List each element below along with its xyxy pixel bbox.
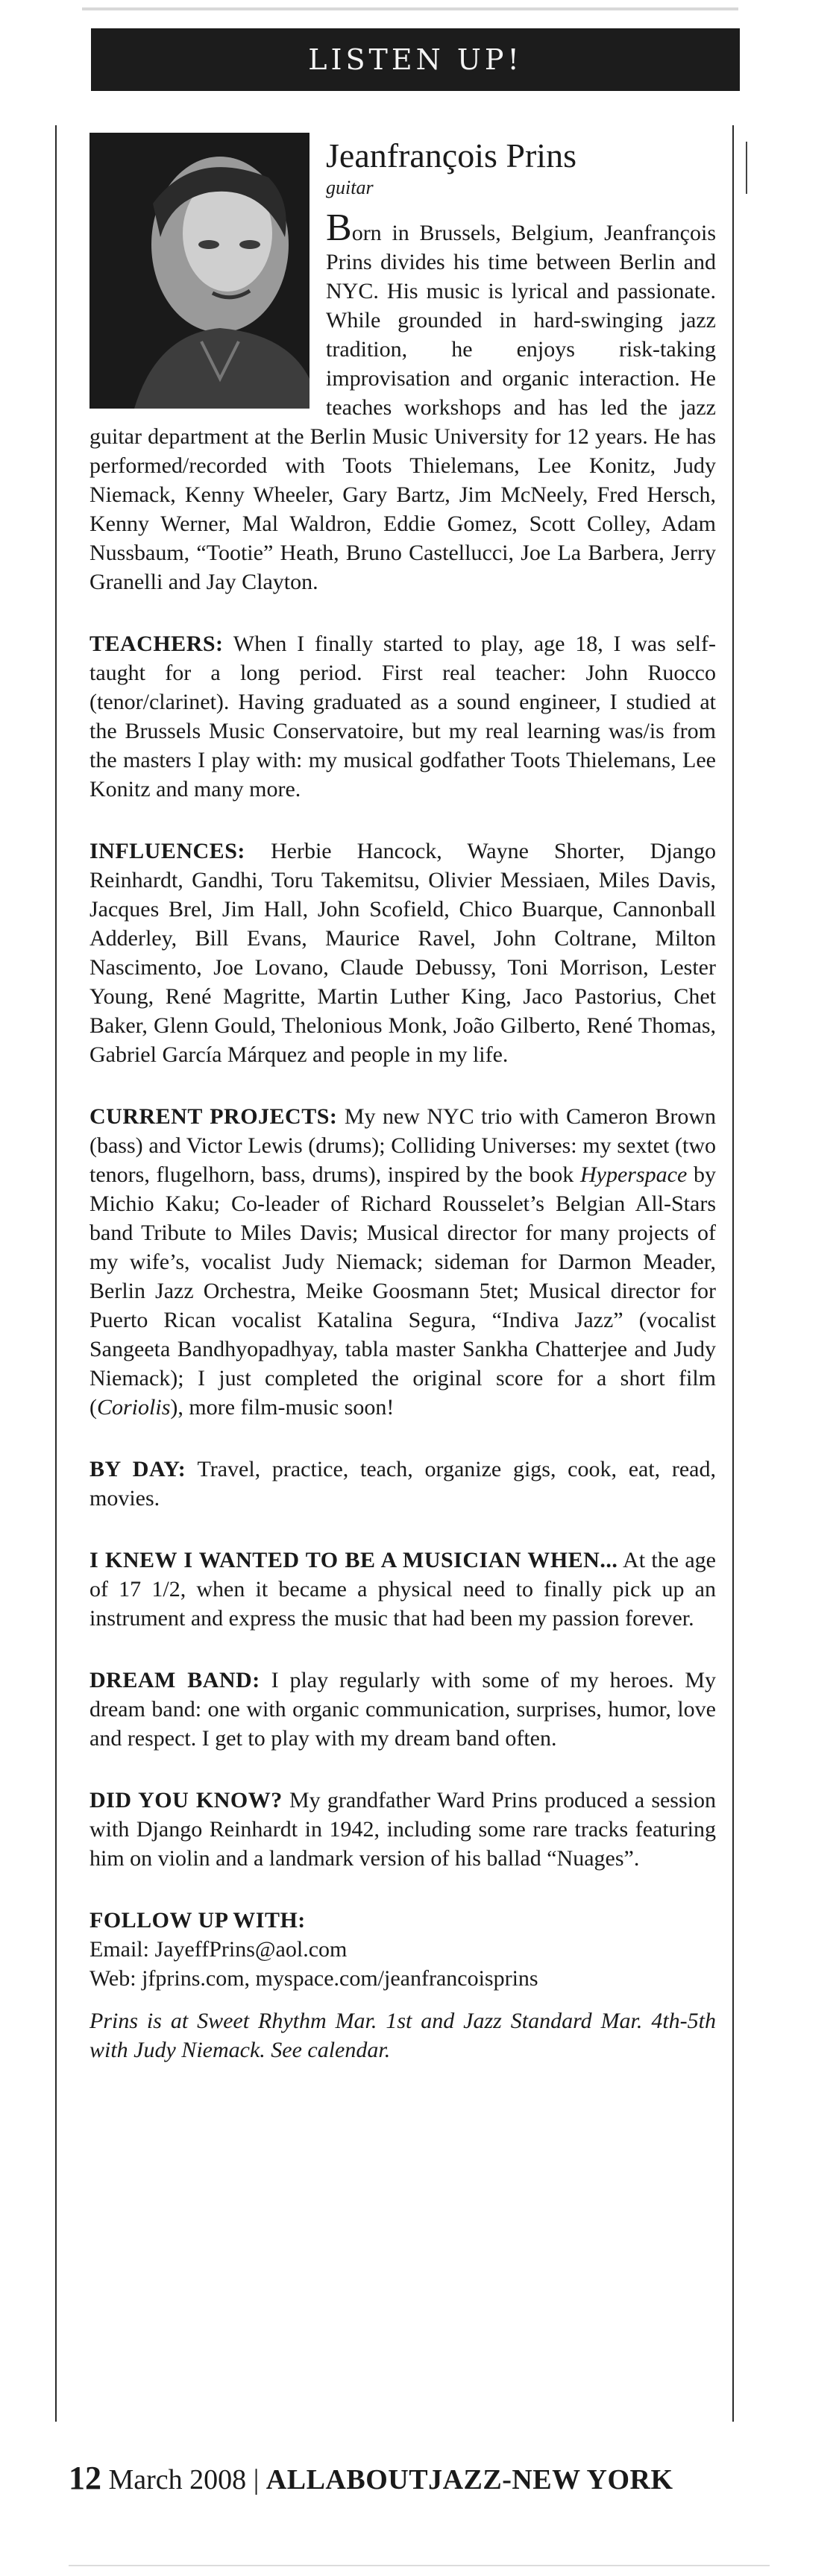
artist-instrument: guitar — [326, 177, 374, 198]
issue-date: March 2008 — [108, 2464, 247, 2495]
dream-band-text: I play regularly with some of my heroes. My dream band: one with organic communication, surprises, humor, love and respect. I get to play with my dream band often. — [89, 1668, 716, 1751]
current-projects-section — [89, 1102, 716, 1422]
frame-right-rule — [732, 125, 734, 2422]
frame-tick-mark — [746, 142, 747, 194]
bio-text: orn in Brussels, Belgium, Jeanfrançois Prins divides his time between Berlin and NYC. His music is lyrical and passionate. While grounded in hard-swinging jazz tradition, he enjoys risk-taking improvisation and organic interaction. He teaches workshops and has led the jazz guitar department at the Berlin Music University for 12 years. He has performed/recorded with Toots Thielemans, Lee Konitz, Judy Niemack, Kenny Wheeler, Gary Bartz, Jim McNeely, Fred Hersch, Kenny Werner, Mal Waldron, Eddie Gomez, Scott Colley, Adam Nussbaum, “Tootie” Heath, Bruno Castellucci, Joe La Barbera, Jerry Granelli and Jay Clayton. — [89, 221, 716, 594]
top-rule — [82, 7, 738, 10]
by-day-label: BY DAY: — [89, 1457, 186, 1481]
current-projects-text-1: My new NYC trio with Cameron Brown (bass) and Victor Lewis (drums); Colliding Universes: my sextet (two tenors, flugelhorn, bass, drums), inspired by the book — [89, 1104, 716, 1187]
current-projects-text-3: ), more film-music soon! — [170, 1395, 395, 1420]
teachers-text: When I finally started to play, age 18, I was self-taught for a long period. First real teacher: John Ruocco (tenor/clarinet). Having graduated as a sound engineer, I studied at the Brussels Music Conservatoire, but my real learning was/is from the masters I play with: my musical godfather Toots Thielemans, Lee Konitz and many more. — [89, 632, 716, 802]
web-address[interactable]: jfprins.com, myspace.com/jeanfrancoisprins — [142, 1966, 538, 1991]
dream-band-section — [89, 1666, 716, 1753]
email-line — [89, 1935, 716, 1964]
email-address[interactable]: JayeffPrins@aol.com — [154, 1937, 348, 1962]
film-title: Coriolis — [97, 1395, 171, 1420]
by-day-text: Travel, practice, teach, organize gigs, cook, eat, read, movies. — [89, 1457, 716, 1511]
email-label: Email: — [89, 1937, 149, 1962]
follow-up-label: FOLLOW UP WITH: — [89, 1908, 306, 1933]
bio-dropcap: B — [326, 207, 352, 249]
publication-name: ALLABOUTJAZZ-NEW YORK — [265, 2464, 673, 2495]
page-footer — [69, 2460, 770, 2498]
schedule-note: Prins is at Sweet Rhythm Mar. 1st and Jazz Standard Mar. 4th-5th with Judy Niemack. See calendar. — [89, 2009, 716, 2062]
web-label: Web: — [89, 1966, 136, 1991]
did-you-know-label: DID YOU KNOW? — [89, 1788, 283, 1813]
by-day-section — [89, 1455, 716, 1513]
knew-wanted-text: At the age of 17 1/2, when it became a physical need to finally pick up an instrument and express the music that had been my passion forever. — [89, 1548, 716, 1631]
influences-label: INFLUENCES: — [89, 839, 245, 863]
frame-left-rule — [55, 125, 57, 2422]
page-number: 12 — [69, 2460, 101, 2496]
portrait-illustration — [89, 133, 309, 409]
current-projects-text-2: by Michio Kaku; Co-leader of Richard Rousselet’s Belgian All-Stars band Tribute to Miles Davis; Musical director for many projects of my wife’s, vocalist Judy Niemack; sideman for Darmon Meader, Berlin Jazz Orchestra, Meike Goosmann 5tet; Musical director for Puerto Rican vocalist Katalina Segura, “Indiva Jazz” (vocalist Sangeeta Bandhyopadhyay, tabla master Sankha Chatterjee and Judy Niemack); I just completed the original score for a short film ( — [89, 1162, 716, 1420]
banner-title: LISTEN UP! — [308, 43, 523, 76]
article-body — [89, 125, 716, 2065]
influences-text: Herbie Hancock, Wayne Shorter, Django Reinhardt, Gandhi, Toru Takemitsu, Olivier Messiaen, Miles Davis, Jacques Brel, Jim Hall, John Scofield, Chico Buarque, Cannonball Adderley, Bill Evans, Maurice Ravel, John Coltrane, Milton Nascimento, Joe Lovano, Claude Debussy, Toni Morrison, Lester Young, René Magritte, Martin Luther King, Jaco Pastorius, Chet Baker, Glenn Gould, Thelonious Monk, João Gilberto, René Thomas, Gabriel García Márquez and people in my life. — [89, 839, 716, 1067]
current-projects-label: CURRENT PROJECTS: — [89, 1104, 338, 1129]
knew-wanted-label: I KNEW I WANTED TO BE A MUSICIAN WHEN... — [89, 1548, 618, 1572]
web-line — [89, 1964, 716, 1993]
section-banner — [91, 28, 740, 91]
influences-section — [89, 837, 716, 1069]
book-title: Hyperspace — [580, 1162, 688, 1187]
footer-separator: | — [253, 2464, 260, 2495]
follow-up-section — [89, 1906, 716, 1993]
footer-rule — [69, 2565, 770, 2566]
teachers-section — [89, 629, 716, 804]
did-you-know-section — [89, 1786, 716, 1873]
did-you-know-text: My grandfather Ward Prins produced a session with Django Reinhardt in 1942, including some rare tracks featuring him on violin and a landmark version of his ballad “Nuages”. — [89, 1788, 716, 1871]
teachers-label: TEACHERS: — [89, 632, 224, 656]
knew-wanted-section — [89, 1546, 716, 1633]
artist-name: Jeanfrançois Prins — [326, 136, 576, 174]
artist-photo — [89, 133, 309, 409]
dream-band-label: DREAM BAND: — [89, 1668, 260, 1692]
